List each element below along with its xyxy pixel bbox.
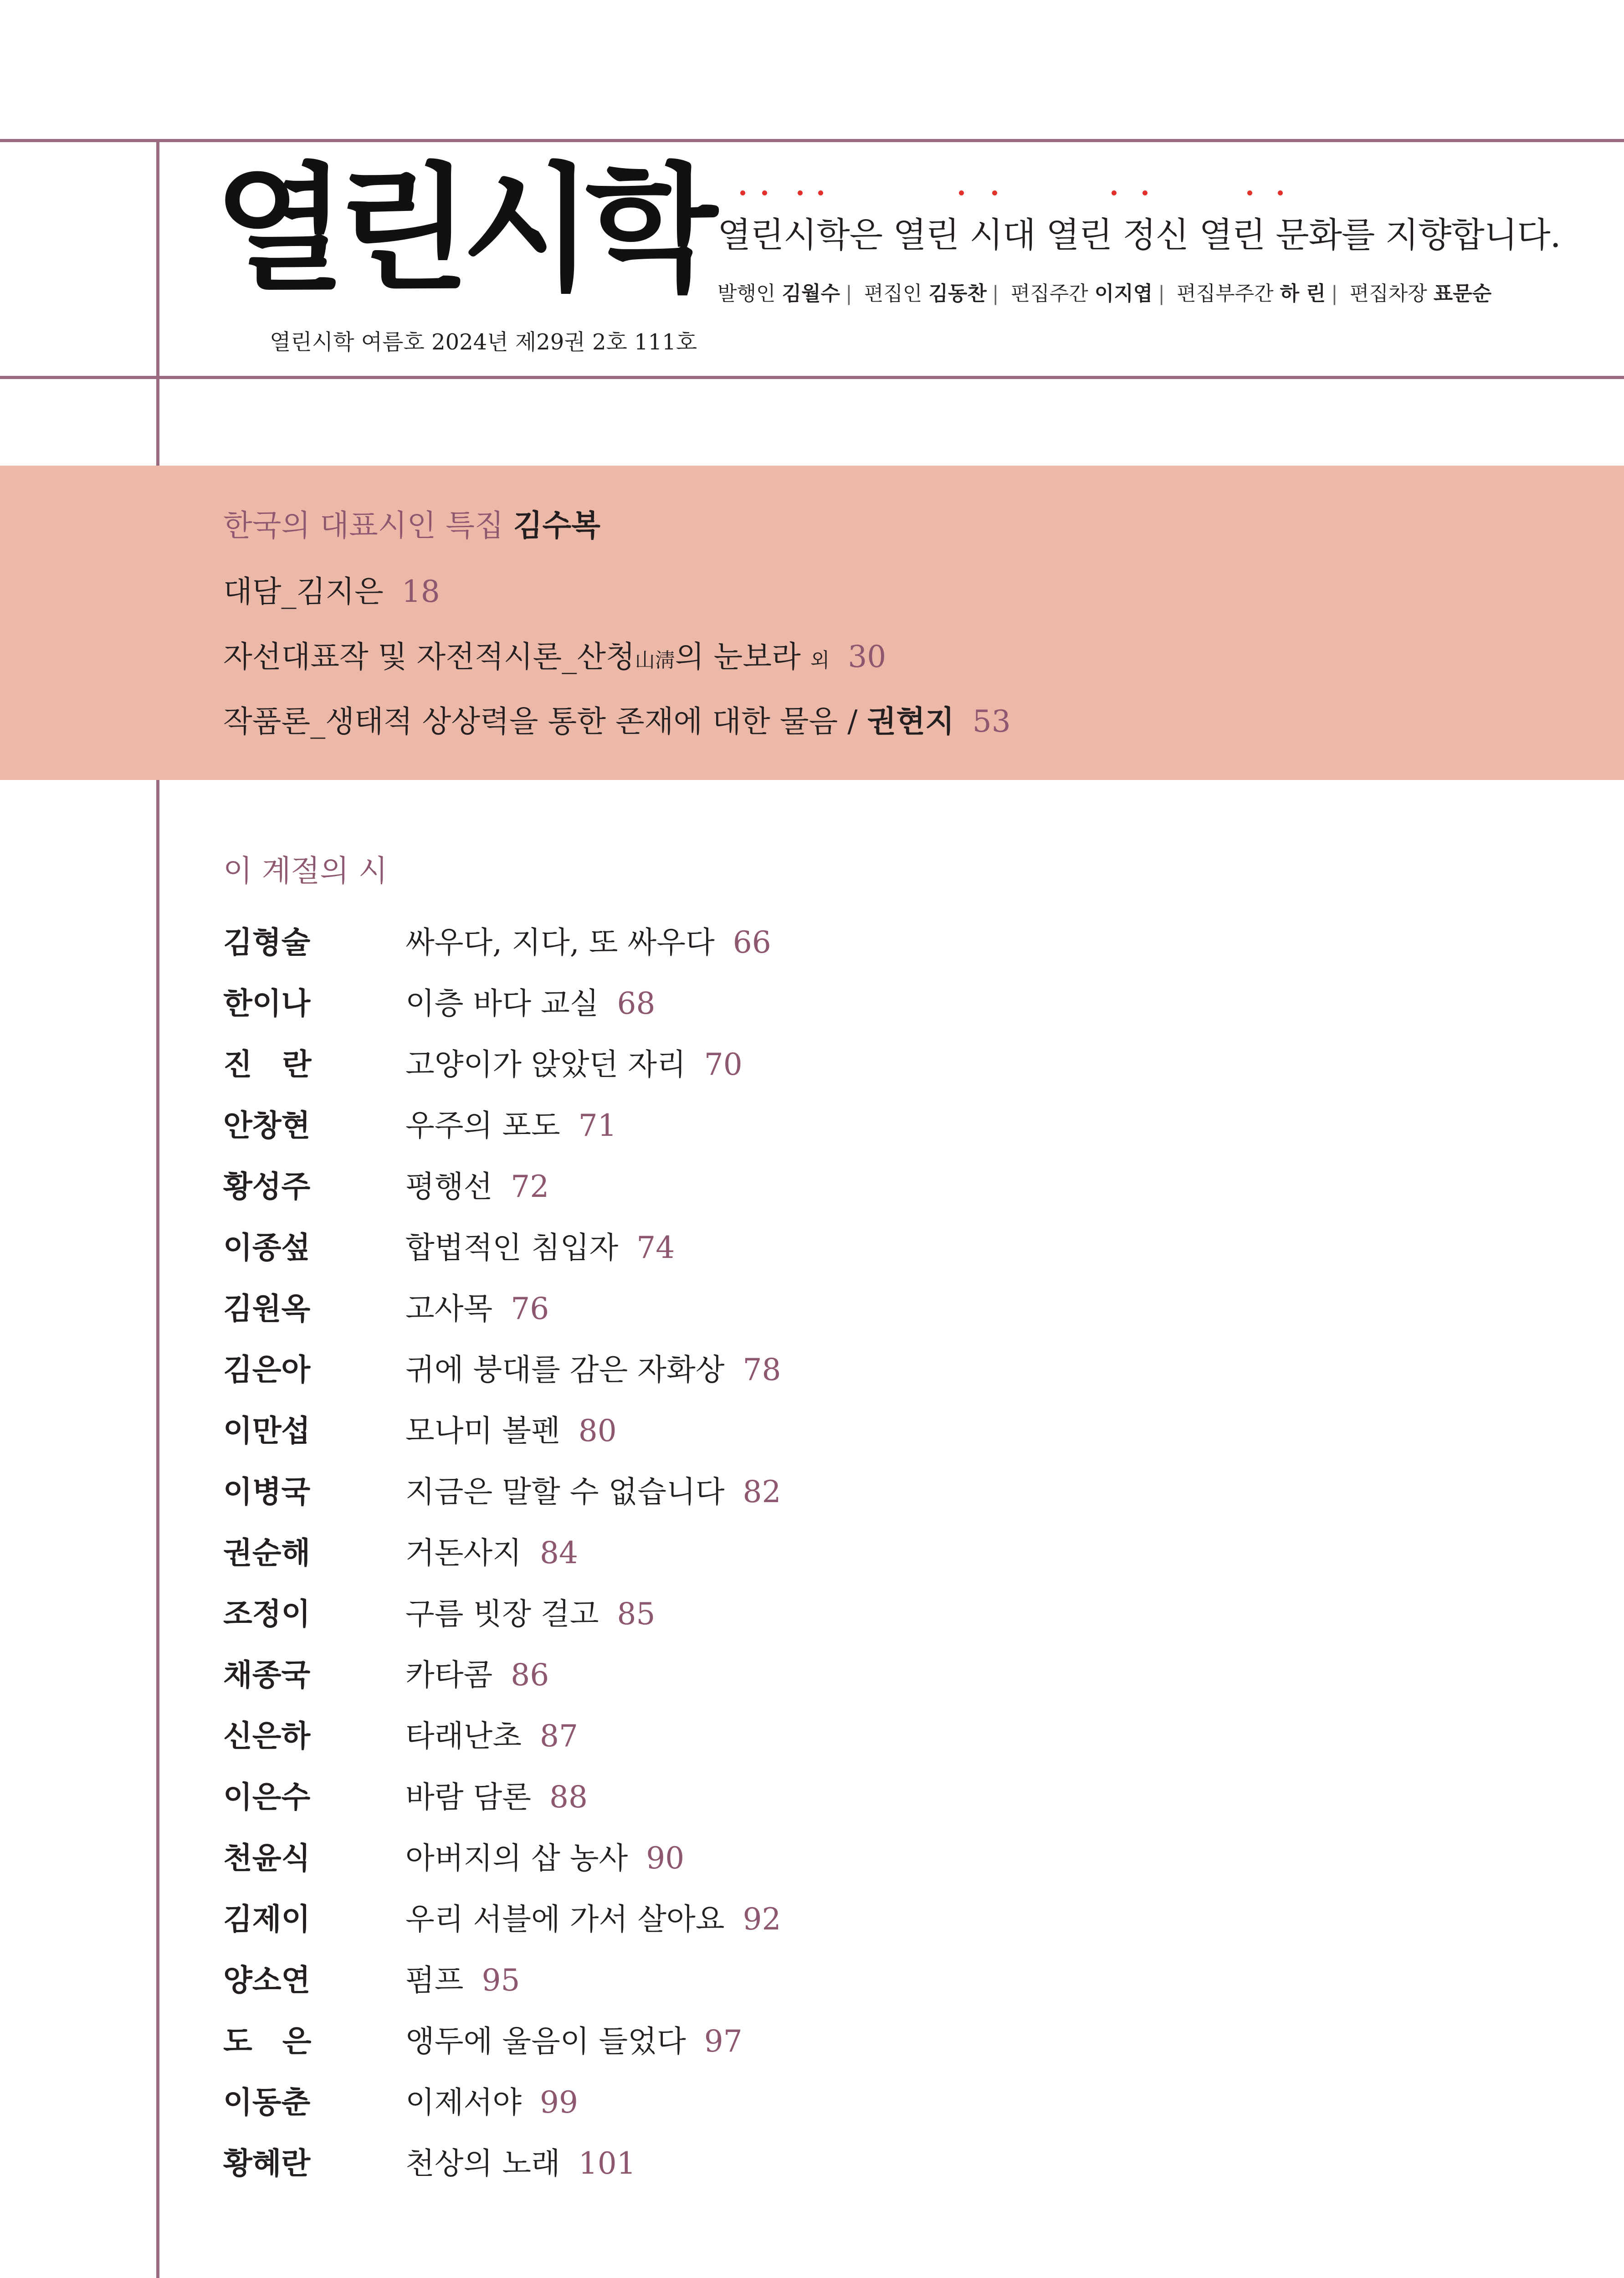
emphasis-dot: [818, 190, 823, 195]
poem-author: 이종섶: [223, 1230, 311, 1265]
poem-author: 채종국: [223, 1657, 311, 1693]
poem-title: [405, 1773, 588, 1816]
emphasis-dot: [1278, 190, 1283, 195]
poem-title-text: 앵두에 울음이 들었다: [405, 2024, 686, 2059]
poem-title: [405, 2017, 743, 2060]
poem-title: [405, 1162, 549, 1206]
page-number: 30: [848, 639, 886, 674]
feature-item-text: 대담_김지은: [223, 574, 384, 609]
feature-item[interactable]: [223, 567, 440, 611]
emphasis-dot: [798, 190, 803, 195]
poem-title-text: 카타콤: [405, 1657, 493, 1693]
poem-author: 진 란: [223, 1047, 312, 1082]
poem-title-text: 구름 빗장 걸고: [405, 1596, 599, 1632]
feature-item-suffix: 외: [810, 649, 830, 672]
page-number: 68: [617, 986, 656, 1021]
poem-title-text: 귀에 붕대를 감은 자화상: [405, 1352, 725, 1387]
emphasis-dot: [992, 190, 997, 195]
poem-title: [405, 2078, 578, 2121]
poem-title-text: 아버지의 삽 농사: [405, 1841, 628, 1876]
poem-author: 김원옥: [223, 1291, 311, 1326]
poem-author: 권순해: [223, 1535, 311, 1570]
poem-title: [405, 1223, 675, 1267]
staff-name: 이지엽: [1094, 282, 1153, 305]
emphasis-dot: [762, 190, 767, 195]
poem-title: [405, 918, 771, 961]
emphasis-dot: [740, 190, 745, 195]
poem-author: 도 은: [223, 2024, 312, 2059]
page-number: 78: [743, 1352, 781, 1387]
poem-title-text: 고사목: [405, 1291, 493, 1326]
staff-role: 편집차장: [1349, 282, 1427, 305]
poem-title-text: 모나미 볼펜: [405, 1413, 560, 1448]
feature-item-text: 작품론_생태적 상상력을 통한 존재에 대한 물음 /: [223, 704, 867, 739]
poem-author: 이만섭: [223, 1413, 311, 1448]
feature-label: 한국의 대표시인 특집: [223, 508, 504, 543]
poem-title-text: 타래난초: [405, 1719, 522, 1754]
poem-title: [405, 1895, 781, 1938]
emphasis-dot: [1247, 190, 1252, 195]
page-number: 70: [704, 1047, 743, 1082]
poem-title-text: 싸우다, 지다, 또 싸우다: [405, 925, 715, 960]
poem-author: 김은아: [223, 1352, 311, 1387]
staff-role: 편집주간: [1010, 282, 1088, 305]
left-margin-rule: [156, 139, 159, 2278]
poem-title: [405, 1834, 684, 1877]
page-number: 86: [511, 1657, 549, 1693]
staff-role: 편집인: [864, 282, 922, 305]
staff-name: 김월수: [782, 282, 840, 305]
feature-item-text: 의 눈보라: [675, 639, 801, 674]
poem-author: 조정이: [223, 1596, 311, 1632]
feature-poet: 김수복: [513, 508, 601, 543]
feature-item[interactable]: [223, 697, 1011, 740]
staff-name: 표문순: [1433, 282, 1492, 305]
poem-title: [405, 1345, 781, 1389]
poem-title-text: 이층 바다 교실: [405, 986, 599, 1021]
issue-line: 열린시학 여름호 2024년 제29권 2호 111호: [270, 329, 697, 355]
poem-author: 천윤식: [223, 1841, 311, 1876]
slogan: 열린시학은 열린 시대 열린 정신 열린 문화를 지향합니다.: [717, 215, 1561, 255]
poem-title-text: 이제서야: [405, 2085, 522, 2120]
poem-title: [405, 1284, 549, 1328]
feature-item-hanja: 山淸: [635, 649, 675, 672]
page-number: 80: [578, 1413, 617, 1448]
page-number: 74: [636, 1230, 675, 1265]
poem-title: [405, 1467, 781, 1511]
emphasis-dot: [1142, 190, 1148, 195]
poem-author: 이동춘: [223, 2085, 311, 2120]
poem-author: 김형술: [223, 925, 311, 960]
page-number: 97: [704, 2024, 743, 2059]
emphasis-dot: [1112, 190, 1117, 195]
staff-name: 김동찬: [928, 282, 987, 305]
poem-title: [405, 1651, 549, 1694]
page-number: 66: [733, 925, 771, 960]
poem-title-text: 바람 담론: [405, 1780, 532, 1815]
staff-role: 발행인: [717, 282, 776, 305]
staff-credits: 발행인 김월수 | 편집인 김동찬 | 편집주간 이지엽 | 편집부주간 하 린 | 편집차장 표문순: [717, 282, 1492, 305]
poem-title-text: 천상의 노래: [405, 2146, 560, 2181]
page-number: 87: [540, 1719, 579, 1754]
page-number: 76: [511, 1291, 549, 1326]
poem-title: [405, 1590, 655, 1633]
page-number: 53: [972, 704, 1011, 739]
page-number: 101: [578, 2146, 636, 2181]
page-number: 72: [511, 1169, 549, 1204]
poem-author: 안창현: [223, 1108, 311, 1143]
poem-title-text: 고양이가 앉았던 자리: [405, 1047, 686, 1082]
masthead-bottom-rule: [0, 376, 1624, 379]
poem-title-text: 거돈사지: [405, 1535, 522, 1570]
staff-name: 하 린: [1280, 282, 1326, 305]
top-rule: [0, 139, 1624, 142]
poem-author: 한이나: [223, 986, 311, 1021]
page-number: 88: [549, 1780, 588, 1815]
page-number: 71: [578, 1108, 617, 1143]
poem-title: [405, 2139, 636, 2182]
poem-author: 황성주: [223, 1169, 311, 1204]
poem-author: 양소연: [223, 1963, 311, 1998]
feature-title: [223, 501, 600, 544]
poem-title-text: 펌프: [405, 1963, 464, 1998]
logo-text: 열린시학: [214, 150, 710, 309]
staff-role: 편집부주간: [1177, 282, 1274, 305]
poem-title: [405, 1040, 743, 1083]
page-number: 18: [401, 574, 440, 609]
poem-author: 이은수: [223, 1780, 311, 1815]
section-title: 이 계절의 시: [223, 853, 388, 888]
poem-title-text: 평행선: [405, 1169, 493, 1204]
poem-title-text: 우리 서블에 가서 살아요: [405, 1902, 725, 1937]
page-number: 85: [617, 1596, 656, 1632]
feature-item-author: 권현지: [867, 703, 954, 739]
poem-author: 신은하: [223, 1719, 311, 1754]
poem-author: 황혜란: [223, 2146, 311, 2181]
feature-item-text: 자선대표작 및 자전적시론_산청: [223, 639, 635, 674]
page-number: 92: [743, 1902, 781, 1937]
page-number: 95: [482, 1963, 520, 1998]
poem-title-text: 지금은 말할 수 없습니다: [405, 1474, 725, 1509]
poem-title: [405, 979, 655, 1022]
emphasis-dot: [959, 190, 964, 195]
poem-title: [405, 1712, 578, 1755]
poem-title: [405, 1101, 617, 1144]
poem-title: [405, 1529, 578, 1572]
poem-title: [405, 1406, 617, 1450]
page-number: 99: [540, 2085, 579, 2120]
poem-title: [405, 1956, 520, 1999]
page-number: 82: [743, 1474, 781, 1509]
poem-title-text: 합법적인 침입자: [405, 1230, 619, 1265]
poem-title-text: 우주의 포도: [405, 1108, 560, 1143]
magazine-logo: [214, 150, 710, 309]
feature-item[interactable]: [223, 632, 886, 676]
page-number: 84: [540, 1535, 579, 1570]
poem-author: 김제이: [223, 1902, 311, 1937]
poem-author: 이병국: [223, 1474, 311, 1509]
page-number: 90: [646, 1841, 685, 1876]
